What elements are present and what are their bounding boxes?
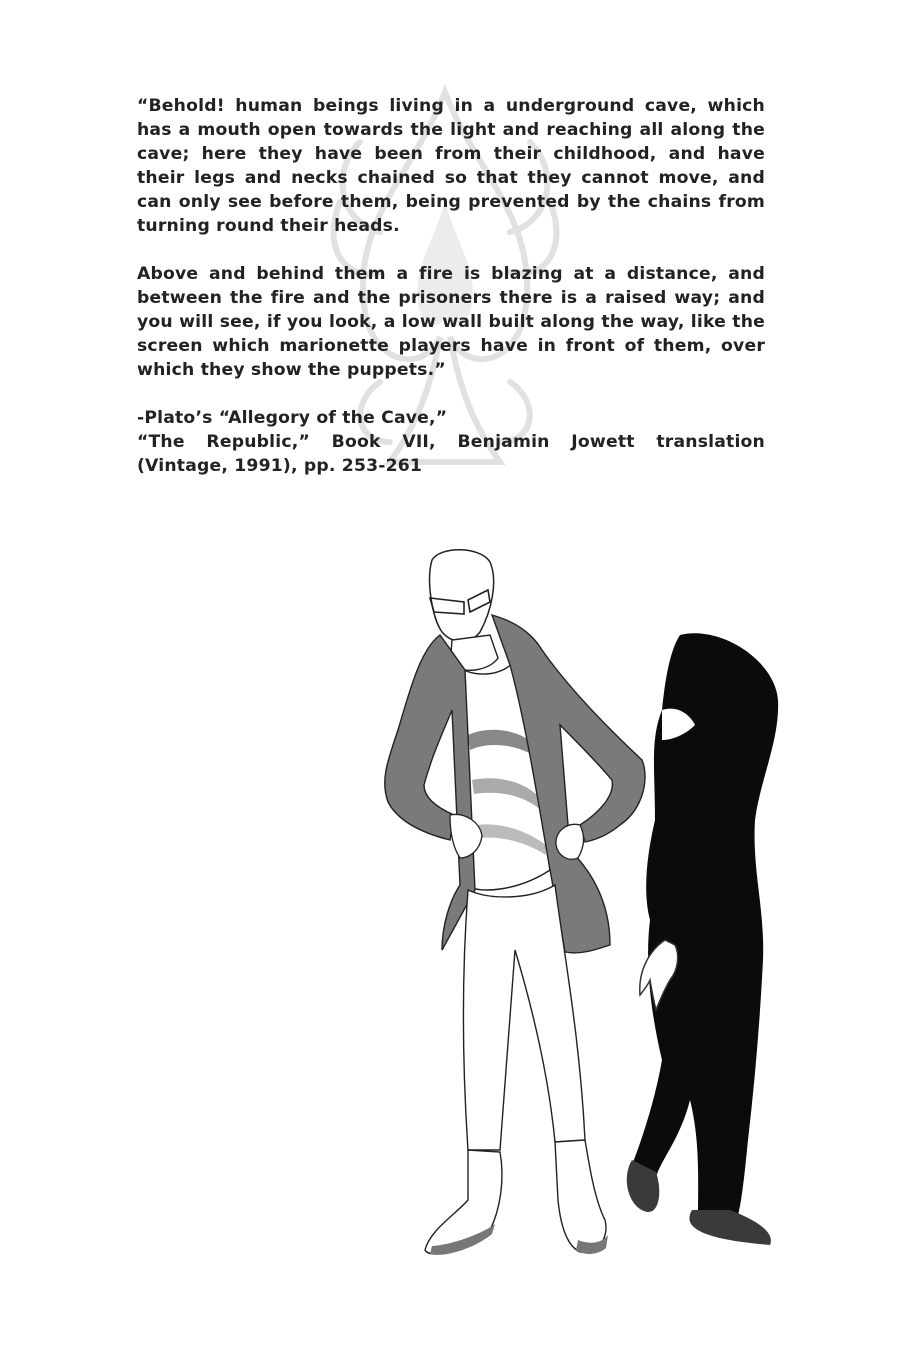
man-figure: [385, 550, 645, 1255]
attribution-line-1: -Plato’s “Allegory of the Cave,”: [137, 408, 448, 428]
two-figures-illustration: [380, 540, 800, 1280]
hooded-figure: [627, 633, 778, 1245]
attribution-line-2: “The Republic,” Book VII, Benjamin Jowett translation (Vintage, 1991), pp. 253-261: [137, 432, 765, 476]
quote-block: [137, 94, 765, 478]
quote-paragraph-1: “Behold! human beings living in a underground cave, which has a mouth open towards the light and reaching all along the cave; here they have been from their childhood, and have their legs and necks chained so that they cannot move, and can only see before them, being prevented by the chains from turning round their heads.: [137, 96, 765, 236]
quote-paragraph-2: Above and behind them a fire is blazing at a distance, and between the fire and the prisoners there is a raised way; and you will see, if you look, a low wall built along the way, like the screen which marionette players have in front of them, over which they show the puppets.”: [137, 264, 765, 380]
